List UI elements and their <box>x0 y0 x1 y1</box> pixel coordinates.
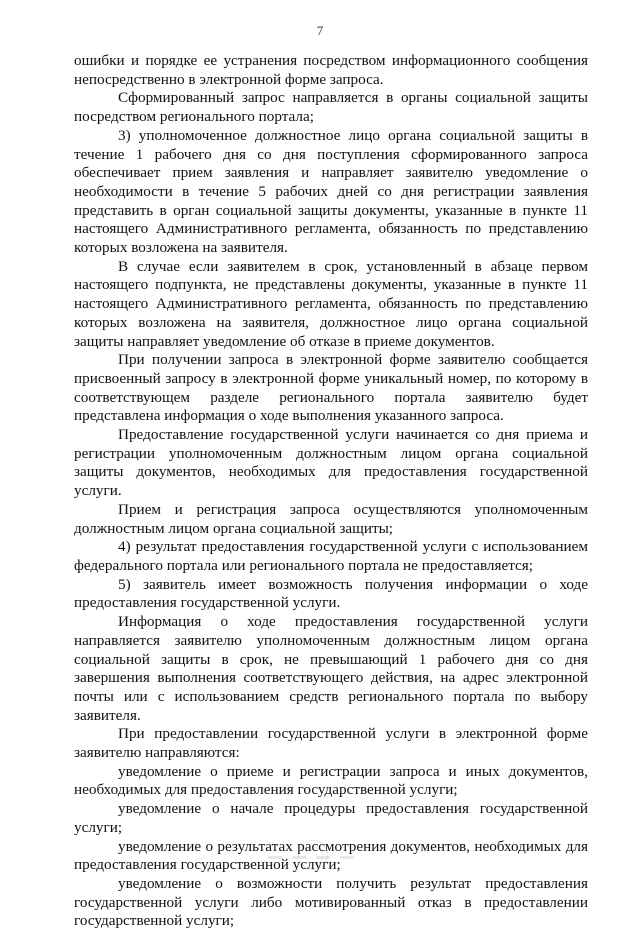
paragraph-7: Прием и регистрация запроса осуществляются уполномоченным должностным лицом органа социальной защиты; <box>74 500 588 537</box>
paragraph-1: ошибки и порядке ее устранения посредством информационного сообщения непосредственно в электронной форме запроса. <box>74 52 588 88</box>
paragraph-8: 4) результат предоставления государственной услуги с использованием федерального портала или регионального портала не предоставляется; <box>74 538 588 574</box>
stamp-seal-icon <box>298 840 328 870</box>
faint-stamp-marks <box>268 856 368 862</box>
page-number: 7 <box>316 23 324 38</box>
paragraph-10: Информация о ходе предоставления государственной услуги направляется заявителю уполномоченным должностным лицом органа социальной защиты в срок, не превышающий 1 рабочего дня со дня завершения выполнения соответствующего действия, на адрес электронной почты или с использованием средств регионального портала по выбору заявителя. <box>74 613 588 724</box>
paragraph-4: В случае если заявителем в срок, установленный в абзаце первом настоящего подпункта, не представлены документы, указанные в пункте 11 настоящего Административного регламента, обязанность по представлению которых возложена на заявителя, должностное лицо органа социальной защиты направляет уведомление об отказе в приеме документов. <box>74 257 588 350</box>
paragraph-6: Предоставление государственной услуги начинается со дня приема и регистрации уполномоченным должностным лицом органа социальной защиты документов, необходимых для предоставления государственной услуги. <box>74 426 588 500</box>
paragraph-14: уведомление о результатах рассмотрения документов, необходимых для предоставления государственной услуги; <box>74 837 588 874</box>
paragraph-12: уведомление о приеме и регистрации запроса и иных документов, необходимых для предоставления государственной услуги; <box>74 762 588 799</box>
paragraph-15: уведомление о возможности получить результат предоставления государственной услуги либо мотивированный отказ в предоставлении государственной услуги; <box>74 874 588 930</box>
paragraph-3: 3) уполномоченное должностное лицо органа социальной защиты в течение 1 рабочего дня со дня поступления сформированного запроса обеспечивает прием заявления и направляет заявителю уведомление о необходимости в течение 5 рабочих дней со дня регистрации заявления представить в орган социальной защиты документы, указанные в пункте 11 настоящего Административного регламента, обязанность по представлению которых возложена на заявителя. <box>74 126 588 257</box>
paragraph-11: При предоставлении государственной услуги в электронной форме заявителю направляются: <box>74 725 588 762</box>
paragraph-5: При получении запроса в электронной форме заявителю сообщается присвоенный запросу в электронной форме уникальный номер, по которому в соответствующем разделе регионального портала заявителю будет представлена информация о ходе выполнения указанного запроса. <box>74 351 588 425</box>
paragraph-2: Сформированный запрос направляется в органы социальной защиты посредством регионального портала; <box>74 89 588 126</box>
page-body <box>74 52 588 931</box>
paragraph-9: 5) заявитель имеет возможность получения информации о ходе предоставления государственной услуги. <box>74 575 588 612</box>
paragraph-13: уведомление о начале процедуры предоставления государственной услуги; <box>74 800 588 836</box>
